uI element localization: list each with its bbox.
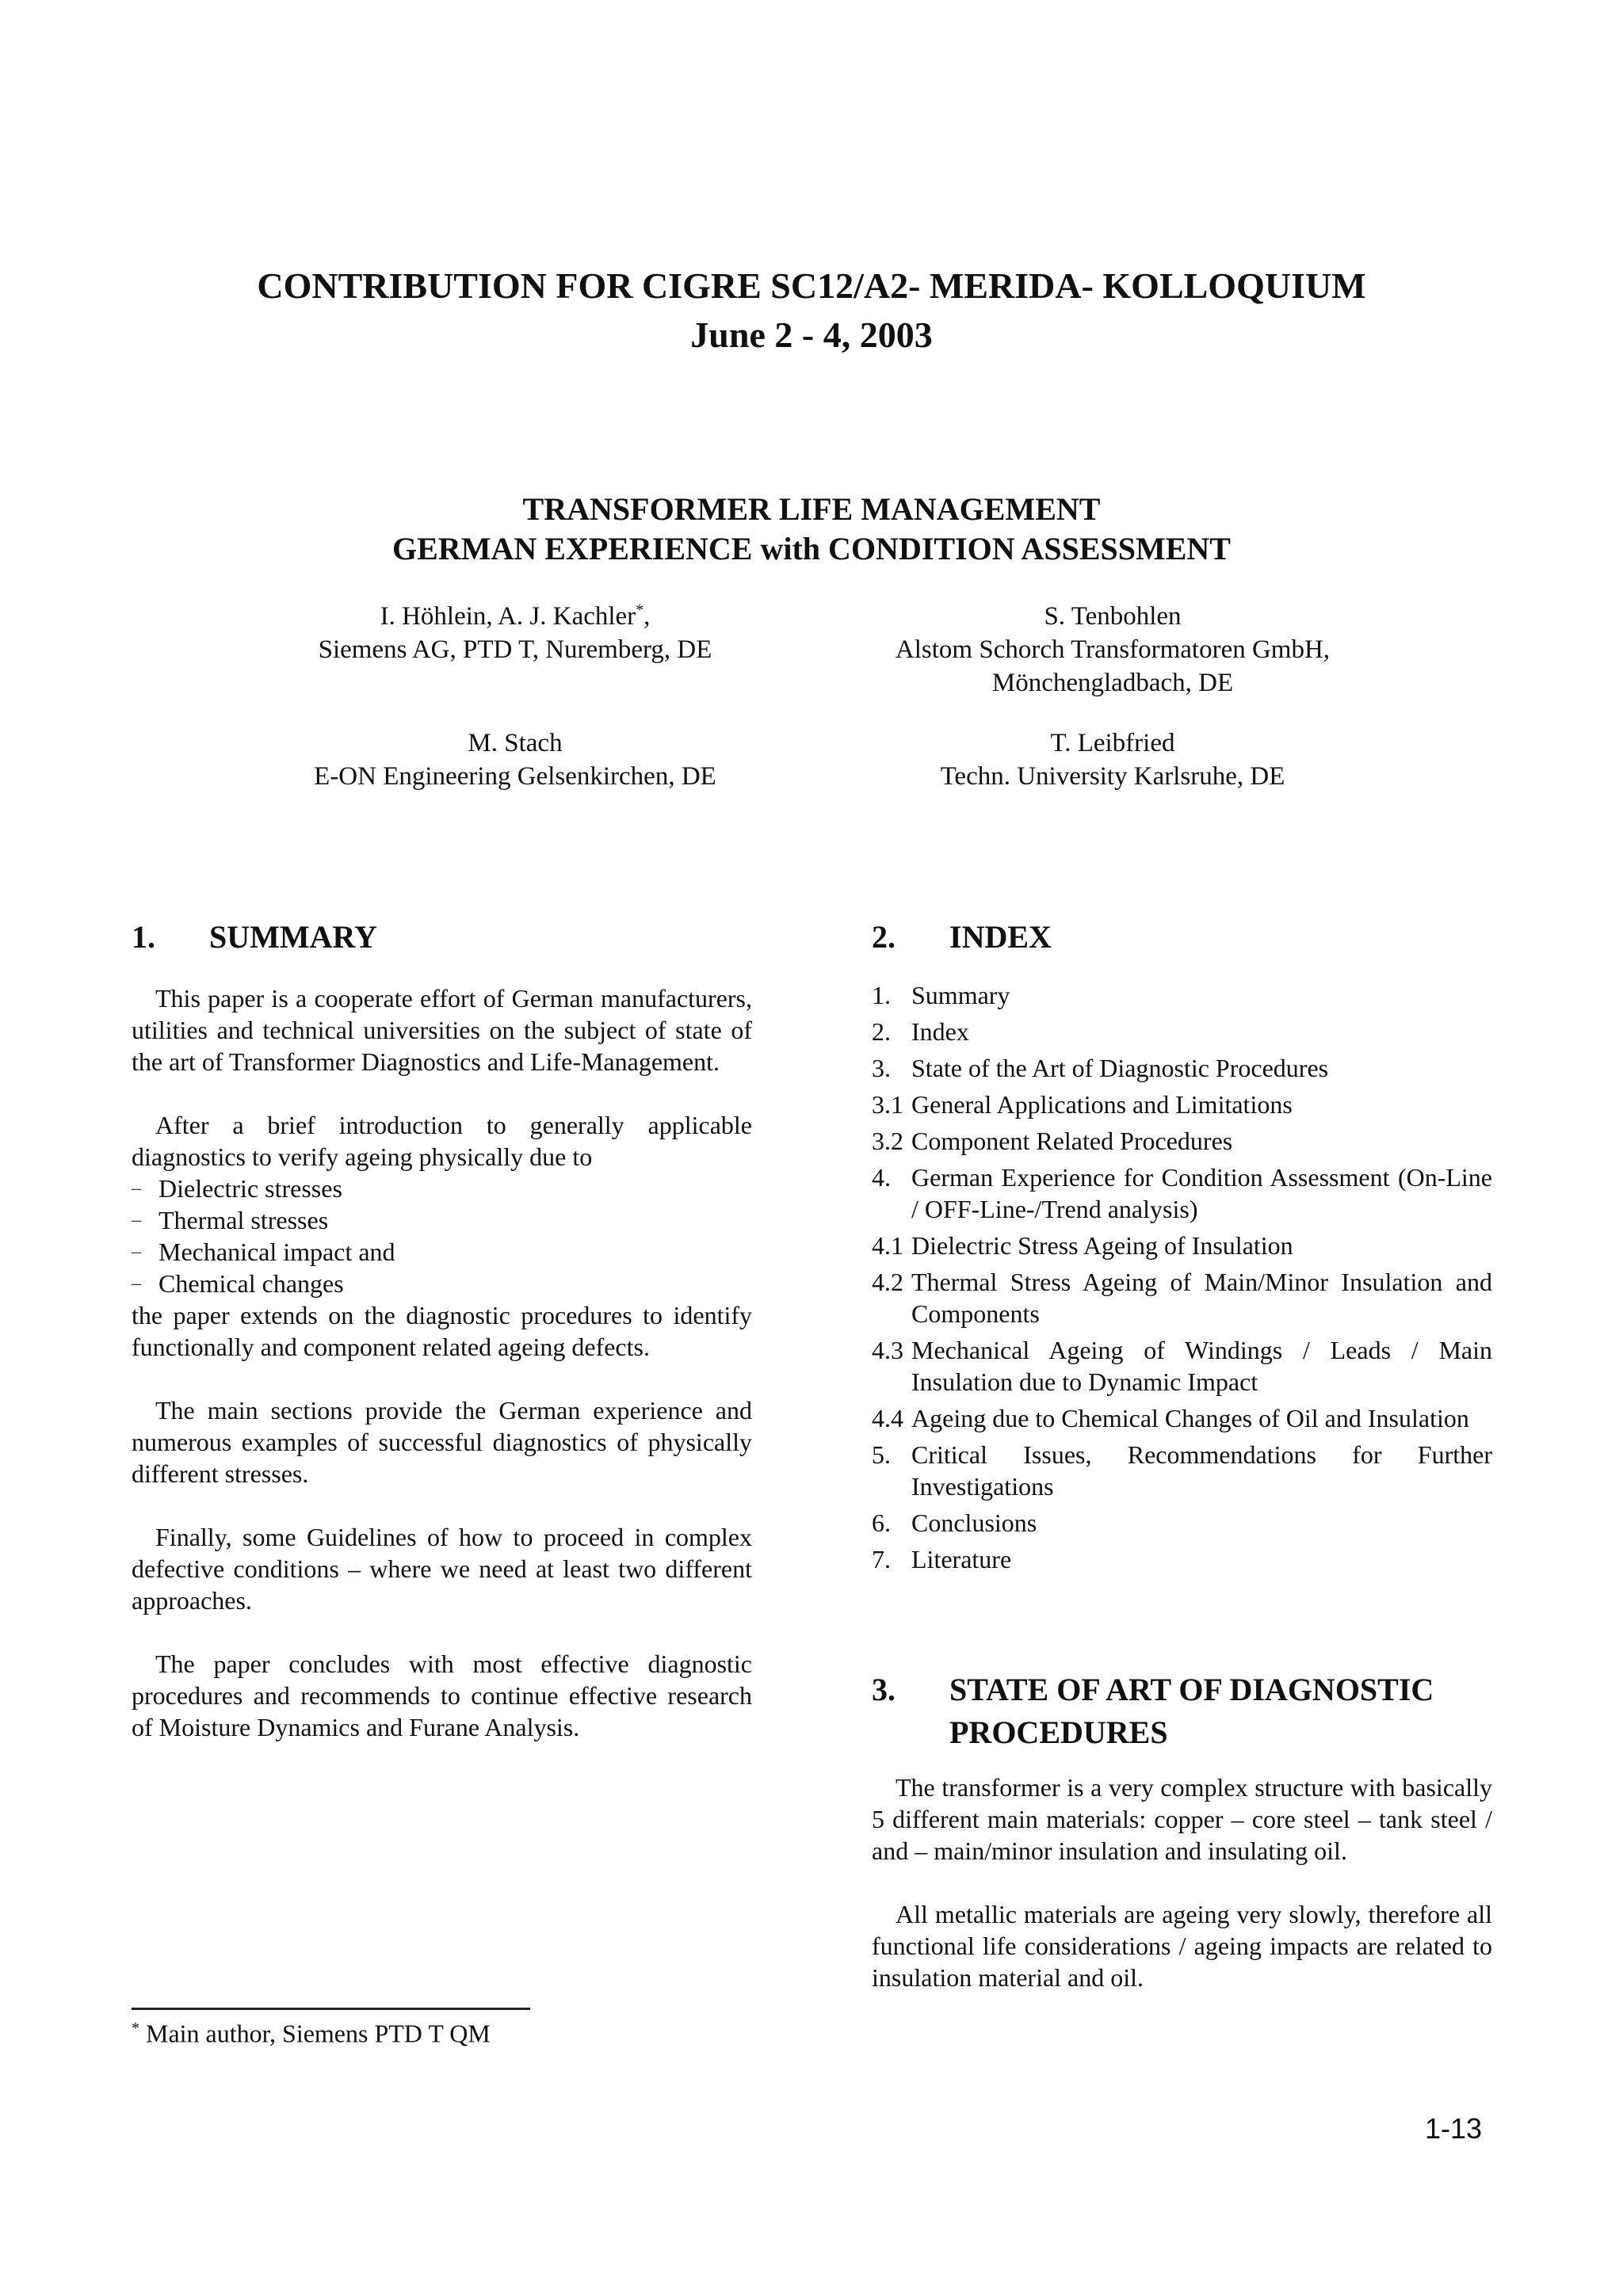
- author-block-2: [812, 600, 1414, 700]
- list-item: – Thermal stresses: [132, 1204, 752, 1236]
- author-name: S. Tenbohlen: [1044, 602, 1182, 631]
- list-item: – Mechanical impact and: [132, 1236, 752, 1268]
- conference-title-line1: CONTRIBUTION FOR CIGRE SC12/A2- MERIDA- KOLLOQUIUM: [257, 265, 1366, 306]
- index-item: 4.4 Ageing due to Chemical Changes of Oil and Insulation: [872, 1404, 1469, 1432]
- state-of-art-paragraph: The transformer is a very complex structure with basically 5 different main materials: copper – core steel – tank steel / and – main/minor insulation and insulating oil.: [872, 1773, 1492, 1865]
- index-item: 4.3 Mechanical Ageing of Windings / Leads / Main Insulation due to Dynamic Impact: [872, 1336, 1492, 1396]
- summary-paragraph: After a brief introduction to generally applicable diagnostics to verify ageing physically due to: [132, 1111, 752, 1171]
- footnote: [132, 2012, 491, 2050]
- footnote-marker: *: [132, 2019, 139, 2037]
- author-affiliation: Siemens AG, PTD T, Nuremberg, DE: [318, 635, 712, 664]
- index-item: 6. Conclusions: [872, 1508, 1037, 1537]
- index-item: 3. State of the Art of Diagnostic Procedures: [872, 1054, 1329, 1082]
- paper-title-line1: TRANSFORMER LIFE MANAGEMENT: [522, 491, 1101, 527]
- summary-paragraph: the paper extends on the diagnostic procedures to identify functionally and component related ageing defects.: [132, 1301, 752, 1361]
- paper-title-line2: GERMAN EXPERIENCE with CONDITION ASSESSMENT: [392, 531, 1231, 566]
- state-of-art-section: [872, 1772, 1492, 2025]
- index-item: 1. Summary: [872, 981, 1010, 1009]
- author-affiliation-city: Mönchengladbach, DE: [991, 669, 1234, 697]
- index-item: 4. German Experience for Condition Assessment (On-Line / OFF-Line-/Trend analysis): [872, 1163, 1492, 1223]
- conference-title: [0, 261, 1623, 360]
- author-affiliation: E-ON Engineering Gelsenkirchen, DE: [314, 762, 716, 791]
- state-of-art-heading: 3. STATE OF ART OF DIAGNOSTIC PROCEDURES: [872, 1672, 1434, 1750]
- list-item: – Dielectric stresses: [132, 1173, 752, 1204]
- summary-section: [132, 982, 752, 1775]
- state-of-art-paragraph: All metallic materials are ageing very slowly, therefore all functional life considerations / ageing impacts are related to insulation material and oil.: [872, 1900, 1492, 1992]
- summary-paragraph: The paper concludes with most effective diagnostic procedures and recommends to continue effective research of Moisture Dynamics and Furane Analysis.: [132, 1650, 752, 1741]
- author-block-4: [812, 727, 1414, 793]
- index-item: 5. Critical Issues, Recommendations for Further Investigations: [872, 1440, 1492, 1501]
- conference-date: June 2 - 4, 2003: [690, 315, 933, 355]
- author-name: T. Leibfried: [1050, 729, 1175, 757]
- summary-heading: 1. SUMMARY: [132, 919, 377, 955]
- paper-title: [0, 490, 1623, 569]
- index-item: 4.1 Dielectric Stress Ageing of Insulation: [872, 1231, 1293, 1260]
- page-number: 1-13: [1425, 2112, 1483, 2145]
- summary-paragraph: Finally, some Guidelines of how to proceed in complex defective conditions – where we need at least two different approaches.: [132, 1523, 752, 1615]
- author-name: I. Höhlein, A. J. Kachler*,: [380, 601, 651, 631]
- index-section: [872, 979, 1492, 1580]
- index-item: 4.2 Thermal Stress Ageing of Main/Minor Insulation and Components: [872, 1268, 1492, 1328]
- footnote-marker: *: [636, 601, 644, 619]
- list-item: – Chemical changes: [132, 1268, 752, 1299]
- index-item: 3.1 General Applications and Limitations: [872, 1090, 1293, 1119]
- index-list: [872, 979, 1492, 1575]
- author-name: M. Stach: [468, 729, 563, 757]
- summary-paragraph: The main sections provide the German experience and numerous examples of successful diagnostics of physically different stresses.: [132, 1396, 752, 1488]
- index-item: 3.2 Component Related Procedures: [872, 1127, 1233, 1155]
- index-heading: 2. INDEX: [872, 919, 1052, 955]
- author-block-3: [214, 727, 816, 793]
- author-affiliation: Alstom Schorch Transformatoren GmbH,: [895, 635, 1331, 664]
- summary-paragraph: This paper is a cooperate effort of German manufacturers, utilities and technical universities on the subject of state of the art of Transformer Diagnostics and Life-Management.: [132, 984, 752, 1076]
- index-item: 2. Index: [872, 1017, 969, 1046]
- footnote-text: Main author, Siemens PTD T QM: [139, 2019, 491, 2048]
- author-affiliation: Techn. University Karlsruhe, DE: [940, 762, 1285, 791]
- index-item: 7. Literature: [872, 1545, 1012, 1573]
- author-block-1: [214, 600, 816, 666]
- footnote-rule: [132, 2008, 530, 2010]
- stress-list: [132, 1173, 752, 1299]
